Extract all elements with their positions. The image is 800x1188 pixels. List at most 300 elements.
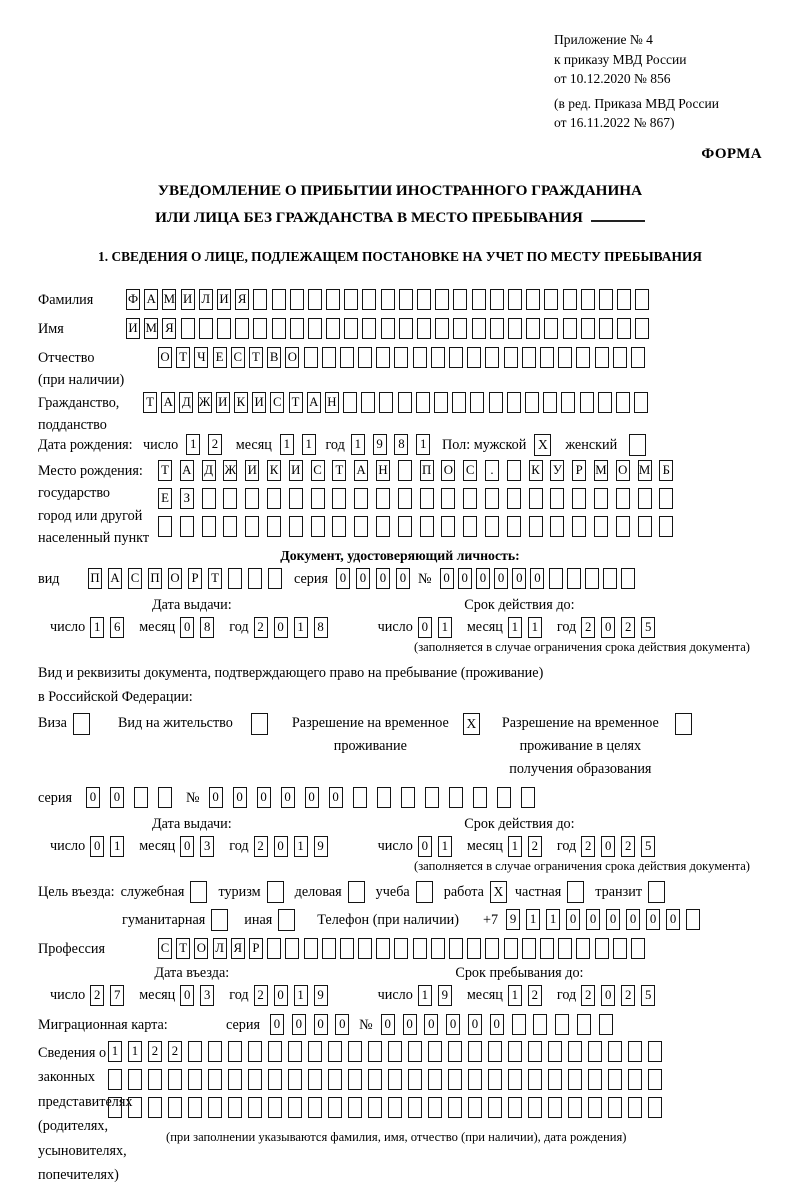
form-cell[interactable] — [181, 318, 195, 339]
form-cell[interactable] — [290, 289, 304, 310]
form-cell[interactable] — [368, 1041, 382, 1062]
form-cell[interactable] — [613, 347, 627, 368]
form-cell[interactable]: 0 — [292, 1014, 306, 1035]
form-cell[interactable] — [561, 392, 575, 413]
form-cell[interactable] — [497, 787, 511, 808]
form-cell[interactable] — [308, 1041, 322, 1062]
form-cell[interactable] — [308, 289, 322, 310]
form-cell[interactable] — [568, 1069, 582, 1090]
form-cell[interactable] — [328, 1069, 342, 1090]
form-cell[interactable]: Н — [376, 460, 390, 481]
form-cell[interactable] — [581, 289, 595, 310]
form-cell[interactable]: 2 — [528, 836, 542, 857]
form-cell[interactable]: 0 — [180, 617, 194, 638]
form-cell[interactable] — [441, 488, 455, 509]
form-cell[interactable] — [543, 392, 557, 413]
form-cell[interactable] — [288, 1041, 302, 1062]
form-cell[interactable] — [635, 318, 649, 339]
form-cell[interactable]: Е — [213, 347, 227, 368]
form-cell[interactable]: Т — [249, 347, 263, 368]
form-cell[interactable] — [555, 1014, 569, 1035]
form-cell[interactable] — [528, 1097, 542, 1118]
form-cell[interactable]: Д — [202, 460, 216, 481]
form-cell[interactable] — [158, 516, 172, 537]
form-cell[interactable]: Ж — [198, 392, 212, 413]
form-cell[interactable] — [379, 392, 393, 413]
form-cell[interactable] — [504, 347, 518, 368]
form-cell[interactable]: 0 — [233, 787, 247, 808]
form-cell[interactable] — [340, 347, 354, 368]
form-cell[interactable]: 0 — [458, 568, 472, 589]
form-cell[interactable] — [616, 516, 630, 537]
form-cell[interactable]: 0 — [601, 985, 615, 1006]
form-cell[interactable] — [398, 516, 412, 537]
form-cell[interactable]: 1 — [546, 909, 560, 930]
form-cell[interactable] — [529, 516, 543, 537]
form-cell[interactable] — [467, 347, 481, 368]
form-cell[interactable] — [588, 1069, 602, 1090]
form-cell[interactable]: 2 — [581, 985, 595, 1006]
form-cell[interactable] — [328, 1041, 342, 1062]
form-cell[interactable] — [616, 392, 630, 413]
form-cell[interactable]: 0 — [666, 909, 680, 930]
form-cell[interactable] — [308, 1069, 322, 1090]
form-cell[interactable]: 0 — [86, 787, 100, 808]
form-cell[interactable]: 0 — [281, 787, 295, 808]
form-cell[interactable]: М — [594, 460, 608, 481]
form-cell[interactable] — [134, 787, 148, 808]
form-cell[interactable] — [368, 1069, 382, 1090]
purpose-private-checkbox[interactable] — [567, 881, 584, 903]
form-cell[interactable] — [428, 1097, 442, 1118]
form-cell[interactable]: 1 — [90, 617, 104, 638]
form-cell[interactable]: 2 — [254, 985, 268, 1006]
form-cell[interactable] — [344, 318, 358, 339]
form-cell[interactable]: У — [550, 460, 564, 481]
form-cell[interactable] — [548, 1097, 562, 1118]
form-cell[interactable] — [399, 289, 413, 310]
form-cell[interactable] — [452, 392, 466, 413]
form-cell[interactable]: 0 — [376, 568, 390, 589]
form-cell[interactable]: 1 — [294, 836, 308, 857]
form-cell[interactable] — [631, 347, 645, 368]
form-cell[interactable] — [577, 1014, 591, 1035]
form-cell[interactable]: К — [267, 460, 281, 481]
form-cell[interactable] — [594, 516, 608, 537]
form-cell[interactable] — [488, 1097, 502, 1118]
form-cell[interactable] — [526, 318, 540, 339]
form-cell[interactable]: 0 — [468, 1014, 482, 1035]
form-cell[interactable] — [228, 1041, 242, 1062]
form-cell[interactable]: Т — [332, 460, 346, 481]
form-cell[interactable]: 9 — [373, 434, 387, 455]
form-cell[interactable]: Ф — [126, 289, 140, 310]
form-cell[interactable] — [512, 1014, 526, 1035]
form-cell[interactable]: 2 — [621, 985, 635, 1006]
form-cell[interactable] — [628, 1097, 642, 1118]
form-cell[interactable]: 0 — [329, 787, 343, 808]
form-cell[interactable] — [199, 318, 213, 339]
form-cell[interactable]: О — [441, 460, 455, 481]
form-cell[interactable] — [420, 488, 434, 509]
form-cell[interactable]: К — [529, 460, 543, 481]
form-cell[interactable] — [188, 1069, 202, 1090]
form-cell[interactable] — [348, 1069, 362, 1090]
form-cell[interactable] — [488, 1069, 502, 1090]
form-cell[interactable]: Р — [188, 568, 202, 589]
form-cell[interactable] — [381, 318, 395, 339]
form-cell[interactable] — [332, 516, 346, 537]
form-cell[interactable]: Р — [249, 938, 263, 959]
form-cell[interactable] — [485, 516, 499, 537]
form-cell[interactable]: 0 — [257, 787, 271, 808]
form-cell[interactable] — [485, 347, 499, 368]
form-cell[interactable]: З — [180, 488, 194, 509]
form-cell[interactable] — [608, 1069, 622, 1090]
form-cell[interactable]: П — [88, 568, 102, 589]
form-cell[interactable]: Л — [213, 938, 227, 959]
form-cell[interactable] — [686, 909, 700, 930]
form-cell[interactable] — [485, 488, 499, 509]
form-cell[interactable] — [435, 318, 449, 339]
form-cell[interactable]: Е — [158, 488, 172, 509]
form-cell[interactable] — [376, 347, 390, 368]
form-cell[interactable] — [572, 516, 586, 537]
form-cell[interactable]: Т — [143, 392, 157, 413]
form-cell[interactable] — [472, 289, 486, 310]
form-cell[interactable] — [549, 568, 563, 589]
form-cell[interactable]: Я — [162, 318, 176, 339]
form-cell[interactable]: 0 — [274, 617, 288, 638]
form-cell[interactable]: 0 — [606, 909, 620, 930]
form-cell[interactable]: 1 — [438, 836, 452, 857]
form-cell[interactable] — [362, 318, 376, 339]
female-checkbox[interactable] — [629, 434, 646, 456]
form-cell[interactable]: И — [181, 289, 195, 310]
form-cell[interactable] — [416, 392, 430, 413]
form-cell[interactable] — [468, 1097, 482, 1118]
form-cell[interactable]: 1 — [108, 1041, 122, 1062]
form-cell[interactable]: 1 — [280, 434, 294, 455]
form-cell[interactable] — [628, 1041, 642, 1062]
form-cell[interactable] — [585, 568, 599, 589]
form-cell[interactable]: М — [162, 289, 176, 310]
form-cell[interactable] — [128, 1069, 142, 1090]
form-cell[interactable] — [398, 488, 412, 509]
form-cell[interactable] — [377, 787, 391, 808]
form-cell[interactable]: 0 — [646, 909, 660, 930]
form-cell[interactable]: Т — [289, 392, 303, 413]
form-cell[interactable] — [208, 1097, 222, 1118]
form-cell[interactable]: 8 — [394, 434, 408, 455]
form-cell[interactable] — [659, 488, 673, 509]
form-cell[interactable]: Б — [659, 460, 673, 481]
form-cell[interactable]: 2 — [581, 617, 595, 638]
form-cell[interactable]: М — [144, 318, 158, 339]
form-cell[interactable] — [381, 289, 395, 310]
form-cell[interactable]: Р — [572, 460, 586, 481]
form-cell[interactable] — [628, 1069, 642, 1090]
form-cell[interactable]: К — [234, 392, 248, 413]
form-cell[interactable] — [508, 1069, 522, 1090]
form-cell[interactable] — [223, 516, 237, 537]
form-cell[interactable] — [449, 787, 463, 808]
form-cell[interactable] — [267, 488, 281, 509]
purpose-tourism-checkbox[interactable] — [267, 881, 284, 903]
form-cell[interactable] — [448, 1041, 462, 1062]
form-cell[interactable] — [348, 1041, 362, 1062]
form-cell[interactable] — [388, 1041, 402, 1062]
form-cell[interactable] — [398, 392, 412, 413]
form-cell[interactable] — [507, 460, 521, 481]
form-cell[interactable] — [217, 318, 231, 339]
form-cell[interactable]: О — [285, 347, 299, 368]
form-cell[interactable]: 2 — [148, 1041, 162, 1062]
form-cell[interactable]: . — [485, 460, 499, 481]
form-cell[interactable]: 9 — [314, 985, 328, 1006]
form-cell[interactable] — [568, 1097, 582, 1118]
form-cell[interactable] — [588, 1041, 602, 1062]
form-cell[interactable]: С — [270, 392, 284, 413]
form-cell[interactable]: 0 — [601, 617, 615, 638]
form-cell[interactable] — [488, 1041, 502, 1062]
form-cell[interactable] — [358, 938, 372, 959]
form-cell[interactable]: 8 — [200, 617, 214, 638]
form-cell[interactable]: И — [126, 318, 140, 339]
form-cell[interactable] — [388, 1097, 402, 1118]
form-cell[interactable] — [288, 1097, 302, 1118]
form-cell[interactable]: Т — [176, 347, 190, 368]
form-cell[interactable] — [504, 938, 518, 959]
form-cell[interactable]: 6 — [110, 617, 124, 638]
form-cell[interactable]: А — [108, 568, 122, 589]
form-cell[interactable]: 1 — [508, 985, 522, 1006]
form-cell[interactable] — [354, 488, 368, 509]
form-cell[interactable]: Л — [199, 289, 213, 310]
form-cell[interactable] — [468, 1069, 482, 1090]
form-cell[interactable] — [522, 938, 536, 959]
form-cell[interactable] — [468, 1041, 482, 1062]
form-cell[interactable] — [326, 318, 340, 339]
form-cell[interactable]: 9 — [314, 836, 328, 857]
form-cell[interactable]: 0 — [424, 1014, 438, 1035]
form-cell[interactable] — [473, 787, 487, 808]
form-cell[interactable]: А — [180, 460, 194, 481]
form-cell[interactable] — [544, 318, 558, 339]
form-cell[interactable] — [581, 318, 595, 339]
form-cell[interactable] — [431, 938, 445, 959]
form-cell[interactable]: И — [217, 289, 231, 310]
form-cell[interactable] — [548, 1041, 562, 1062]
form-cell[interactable] — [540, 938, 554, 959]
form-cell[interactable] — [401, 787, 415, 808]
form-cell[interactable] — [608, 1097, 622, 1118]
form-cell[interactable]: 8 — [314, 617, 328, 638]
form-cell[interactable] — [544, 289, 558, 310]
form-cell[interactable] — [448, 1069, 462, 1090]
form-cell[interactable] — [245, 516, 259, 537]
form-cell[interactable]: И — [252, 392, 266, 413]
residence-permit-checkbox[interactable] — [251, 713, 268, 735]
form-cell[interactable] — [638, 516, 652, 537]
form-cell[interactable] — [358, 347, 372, 368]
purpose-humanitarian-checkbox[interactable] — [211, 909, 228, 931]
form-cell[interactable]: 1 — [110, 836, 124, 857]
form-cell[interactable] — [235, 318, 249, 339]
form-cell[interactable]: 0 — [305, 787, 319, 808]
form-cell[interactable] — [108, 1097, 122, 1118]
form-cell[interactable] — [634, 392, 648, 413]
form-cell[interactable] — [148, 1069, 162, 1090]
form-cell[interactable]: 2 — [90, 985, 104, 1006]
form-cell[interactable] — [248, 1069, 262, 1090]
form-cell[interactable]: О — [168, 568, 182, 589]
form-cell[interactable] — [507, 488, 521, 509]
form-cell[interactable] — [408, 1097, 422, 1118]
form-cell[interactable] — [508, 1097, 522, 1118]
form-cell[interactable] — [599, 318, 613, 339]
form-cell[interactable] — [394, 347, 408, 368]
form-cell[interactable]: О — [158, 347, 172, 368]
form-cell[interactable] — [558, 347, 572, 368]
form-cell[interactable] — [228, 1097, 242, 1118]
form-cell[interactable]: 2 — [208, 434, 222, 455]
form-cell[interactable] — [550, 488, 564, 509]
form-cell[interactable]: 1 — [186, 434, 200, 455]
form-cell[interactable] — [508, 1041, 522, 1062]
form-cell[interactable]: 0 — [396, 568, 410, 589]
form-cell[interactable] — [289, 516, 303, 537]
form-cell[interactable] — [202, 488, 216, 509]
form-cell[interactable] — [285, 938, 299, 959]
form-cell[interactable] — [202, 516, 216, 537]
form-cell[interactable] — [322, 347, 336, 368]
purpose-work-checkbox[interactable]: X — [490, 881, 507, 903]
form-cell[interactable] — [648, 1041, 662, 1062]
form-cell[interactable] — [268, 1069, 282, 1090]
form-cell[interactable] — [308, 318, 322, 339]
form-cell[interactable] — [253, 318, 267, 339]
form-cell[interactable] — [168, 1069, 182, 1090]
form-cell[interactable]: Т — [208, 568, 222, 589]
form-cell[interactable] — [635, 289, 649, 310]
form-cell[interactable] — [388, 1069, 402, 1090]
form-cell[interactable]: 1 — [294, 617, 308, 638]
form-cell[interactable] — [272, 289, 286, 310]
form-cell[interactable] — [525, 392, 539, 413]
form-cell[interactable] — [248, 1097, 262, 1118]
form-cell[interactable] — [441, 516, 455, 537]
form-cell[interactable]: 0 — [209, 787, 223, 808]
form-cell[interactable] — [340, 938, 354, 959]
form-cell[interactable]: Я — [231, 938, 245, 959]
form-cell[interactable] — [420, 516, 434, 537]
form-cell[interactable]: 0 — [512, 568, 526, 589]
form-cell[interactable] — [533, 1014, 547, 1035]
form-cell[interactable] — [326, 289, 340, 310]
form-cell[interactable] — [268, 1041, 282, 1062]
form-cell[interactable] — [308, 1097, 322, 1118]
form-cell[interactable] — [304, 347, 318, 368]
form-cell[interactable]: А — [354, 460, 368, 481]
form-cell[interactable] — [268, 568, 282, 589]
form-cell[interactable] — [463, 488, 477, 509]
form-cell[interactable] — [128, 1097, 142, 1118]
form-cell[interactable] — [550, 516, 564, 537]
form-cell[interactable] — [208, 1069, 222, 1090]
form-cell[interactable]: 0 — [270, 1014, 284, 1035]
form-cell[interactable]: М — [638, 460, 652, 481]
form-cell[interactable] — [467, 938, 481, 959]
form-cell[interactable] — [613, 938, 627, 959]
form-cell[interactable] — [180, 516, 194, 537]
form-cell[interactable] — [567, 568, 581, 589]
form-cell[interactable]: 3 — [200, 836, 214, 857]
form-cell[interactable] — [522, 347, 536, 368]
form-cell[interactable] — [563, 289, 577, 310]
form-cell[interactable] — [253, 289, 267, 310]
form-cell[interactable] — [188, 1041, 202, 1062]
form-cell[interactable]: 0 — [335, 1014, 349, 1035]
form-cell[interactable]: 0 — [530, 568, 544, 589]
form-cell[interactable] — [148, 1097, 162, 1118]
form-cell[interactable] — [328, 1097, 342, 1118]
form-cell[interactable]: 2 — [621, 836, 635, 857]
form-cell[interactable]: 1 — [528, 617, 542, 638]
form-cell[interactable]: С — [231, 347, 245, 368]
form-cell[interactable] — [558, 938, 572, 959]
form-cell[interactable]: 0 — [476, 568, 490, 589]
form-cell[interactable] — [376, 488, 390, 509]
form-cell[interactable] — [272, 318, 286, 339]
form-cell[interactable]: А — [161, 392, 175, 413]
form-cell[interactable] — [616, 488, 630, 509]
form-cell[interactable] — [354, 516, 368, 537]
form-cell[interactable]: 0 — [403, 1014, 417, 1035]
form-cell[interactable] — [631, 938, 645, 959]
form-cell[interactable]: 0 — [601, 836, 615, 857]
form-cell[interactable] — [304, 938, 318, 959]
form-cell[interactable]: 1 — [508, 836, 522, 857]
form-cell[interactable] — [588, 1097, 602, 1118]
form-cell[interactable]: 1 — [294, 985, 308, 1006]
temp-residence-education-checkbox[interactable] — [675, 713, 692, 735]
form-cell[interactable]: П — [420, 460, 434, 481]
form-cell[interactable] — [521, 787, 535, 808]
form-cell[interactable]: 0 — [314, 1014, 328, 1035]
form-cell[interactable]: 0 — [418, 617, 432, 638]
form-cell[interactable] — [248, 568, 262, 589]
form-cell[interactable] — [228, 1069, 242, 1090]
form-cell[interactable]: И — [216, 392, 230, 413]
form-cell[interactable]: 1 — [526, 909, 540, 930]
form-cell[interactable]: 2 — [621, 617, 635, 638]
form-cell[interactable] — [290, 318, 304, 339]
temp-residence-checkbox[interactable]: X — [463, 713, 480, 735]
form-cell[interactable]: О — [616, 460, 630, 481]
form-cell[interactable] — [508, 289, 522, 310]
form-cell[interactable]: 1 — [302, 434, 316, 455]
form-cell[interactable]: 2 — [254, 836, 268, 857]
form-cell[interactable]: 5 — [641, 836, 655, 857]
form-cell[interactable] — [572, 488, 586, 509]
form-cell[interactable]: 0 — [274, 836, 288, 857]
form-cell[interactable] — [435, 289, 449, 310]
form-cell[interactable] — [108, 1069, 122, 1090]
form-cell[interactable] — [289, 488, 303, 509]
form-cell[interactable] — [353, 787, 367, 808]
purpose-official-checkbox[interactable] — [190, 881, 207, 903]
